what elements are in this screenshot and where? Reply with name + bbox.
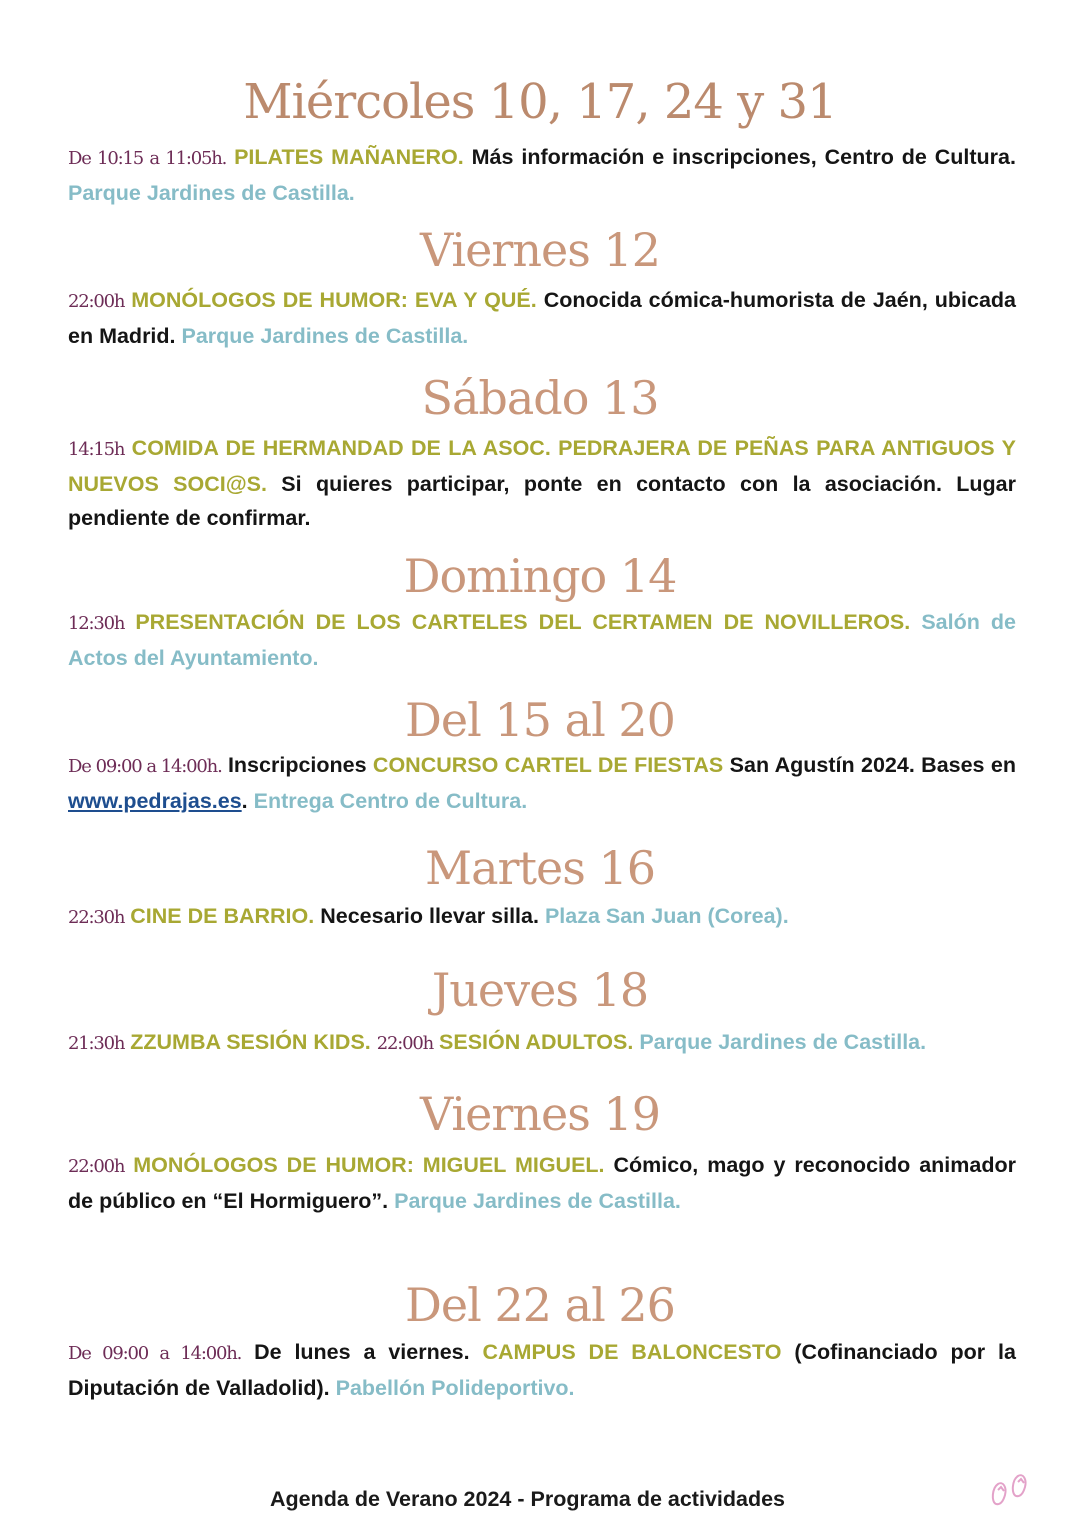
day-heading-martes-16: Martes 16 [425,841,655,895]
entry-place: Parque Jardines de Castilla. [181,324,469,348]
entry-martes-16 [68,899,1016,935]
flip-flops-icon [988,1466,1038,1508]
entry-place: Parque Jardines de Castilla. [68,181,355,205]
entry-description: Más información e inscripciones, Centro de Cultura. [471,145,1016,169]
entry-event: CAMPUS DE BALONCESTO [482,1340,782,1364]
day-heading-viernes-12: Viernes 12 [420,223,660,277]
entry-domingo-14 [68,605,1016,675]
entry-time: 14:15h [68,439,125,460]
entry-description: Necesario llevar silla. [320,904,539,928]
entry-del-22-al-26 [68,1335,1016,1405]
entry-time: De 09:00 a 14:00h. [68,756,222,777]
entry-time: 22:00h [68,291,125,312]
entry-place: Salón de Actos del Ayuntamiento. [68,610,1016,670]
entry-time: 22:00h [68,1156,125,1177]
entry-jueves-18 [68,1025,1016,1061]
entry-place: Plaza San Juan (Corea). [544,904,789,928]
entry-description: Si quieres participar, ponte en contacto con la asociación. Lugar pendiente de confirmar. [68,472,1016,530]
day-heading-domingo-14: Domingo 14 [403,549,677,603]
entry-time: 22:30h [68,907,125,928]
entry-miercoles [68,140,1016,210]
entry-event: MONÓLOGOS DE HUMOR: MIGUEL MIGUEL. [133,1153,605,1177]
entry-punctuation: . [241,789,248,813]
entry-time: De 10:15 a 11:05h. [68,148,227,169]
day-heading-jueves-18: Jueves 18 [431,963,649,1017]
entry-place: Parque Jardines de Castilla. [394,1189,681,1213]
entry-description: De lunes a viernes. [254,1340,470,1364]
entry-place: Pabellón Polideportivo. [335,1376,575,1400]
entry-event: PRESENTACIÓN DE LOS CARTELES DEL CERTAMEN DE NOVILLEROS. [135,610,911,634]
entry-sabado-13 [68,431,1016,535]
entry-description: Inscripciones [227,753,367,777]
entry-event-2: SESIÓN ADULTOS. [439,1030,634,1054]
footer-title: Agenda de Verano 2024 - Programa de actividades [270,1487,786,1511]
entry-place: Entrega Centro de Cultura. [253,789,528,813]
entry-time-2: 22:00h [376,1033,434,1054]
entry-time: 12:30h [68,613,125,634]
entry-event: CINE DE BARRIO. [130,904,315,928]
entry-event: COMIDA DE HERMANDAD DE LA ASOC. PEDRAJERA DE PEÑAS PARA ANTIGUOS Y NUEVOS SOCI@S. [68,436,1016,496]
entry-event: ZZUMBA SESIÓN KIDS. [130,1030,371,1054]
pedrajas-link[interactable]: www.pedrajas.es [68,789,242,813]
entry-place: Parque Jardines de Castilla. [639,1030,927,1054]
entry-description: San Agustín 2024. Bases en [729,753,1016,777]
entry-viernes-12 [68,283,1016,353]
day-heading-del-22-al-26: Del 22 al 26 [405,1278,675,1332]
day-heading-del-15-al-20: Del 15 al 20 [405,693,675,747]
day-heading-viernes-19: Viernes 19 [420,1087,660,1141]
entry-event: CONCURSO CARTEL DE FIESTAS [372,753,724,777]
entry-del-15-al-20 [68,748,1016,818]
entry-description: Conocida cómica-humorista de Jaén, ubicada en Madrid. [68,288,1016,348]
day-heading-miercoles: Miércoles 10, 17, 24 y 31 [243,74,837,130]
day-heading-sabado-13: Sábado 13 [421,371,659,425]
entry-viernes-19 [68,1148,1016,1218]
entry-event: MONÓLOGOS DE HUMOR: EVA Y QUÉ. [131,288,537,312]
entry-description: (Cofinanciado por la Diputación de Valladolid). [68,1340,1016,1400]
entry-time: 21:30h [68,1033,125,1054]
entry-time: De 09:00 a 14:00h. [68,1343,242,1364]
entry-description: Cómico, mago y reconocido animador de público en “El Hormiguero”. [68,1153,1016,1213]
entry-event: PILATES MAÑANERO. [234,145,464,169]
